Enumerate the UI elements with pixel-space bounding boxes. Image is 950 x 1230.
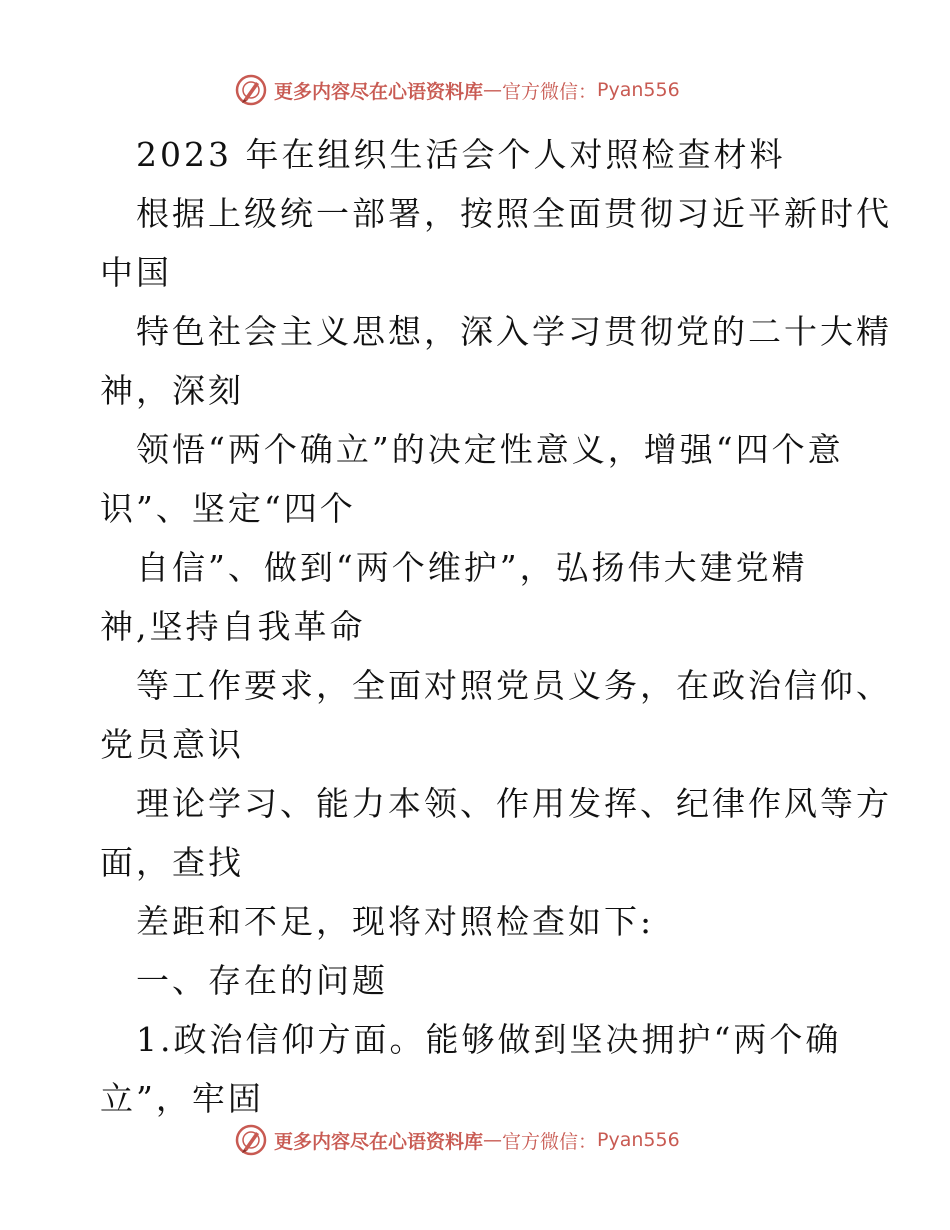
watermark-wechat-id: Pyan556 — [597, 1129, 680, 1151]
watermark-dash: — — [483, 1129, 503, 1151]
body-line: 等工作要求，全面对照党员义务，在政治信仰、 — [136, 666, 892, 705]
body-line: 1.政治信仰方面。能够做到坚决拥护“两个确 — [136, 1020, 842, 1059]
body-line: 党员意识 — [100, 725, 244, 764]
body-line: 面，查找 — [100, 843, 244, 882]
body-line: 中国 — [100, 253, 172, 292]
watermark-main-text: 更多内容尽在心语资料库 — [274, 1130, 484, 1153]
body-line: 差距和不足，现将对照检查如下: — [136, 902, 655, 941]
watermark-wechat-label: 官方微信： — [502, 80, 598, 103]
document-title: 2023 年在组织生活会个人对照检查材料 — [136, 135, 786, 174]
footer-watermark — [234, 1120, 680, 1160]
body-line: 根据上级统一部署，按照全面贯彻习近平新时代 — [136, 194, 892, 233]
pen-logo-icon — [234, 1123, 268, 1157]
watermark-dash: — — [483, 79, 503, 101]
body-line: 识”、坚定“四个 — [100, 489, 356, 528]
watermark-wechat-label: 官方微信： — [502, 1130, 598, 1153]
body-line: 神,坚持自我革命 — [100, 607, 366, 646]
document-body — [100, 125, 892, 1128]
body-line: 自信”、做到“两个维护”，弘扬伟大建党精 — [136, 548, 808, 587]
body-line: 理论学习、能力本领、作用发挥、纪律作风等方 — [136, 784, 892, 823]
body-line: 神，深刻 — [100, 371, 244, 410]
watermark-main-text: 更多内容尽在心语资料库 — [274, 80, 484, 103]
section-heading: 一、存在的问题 — [136, 961, 388, 1000]
watermark-wechat-id: Pyan556 — [597, 79, 680, 101]
body-line: 领悟“两个确立”的决定性意义，增强“四个意 — [136, 430, 844, 469]
pen-logo-icon — [234, 73, 268, 107]
body-line: 立”，牢固 — [100, 1079, 264, 1118]
header-watermark — [234, 70, 680, 110]
body-line: 特色社会主义思想，深入学习贯彻党的二十大精 — [136, 312, 892, 351]
